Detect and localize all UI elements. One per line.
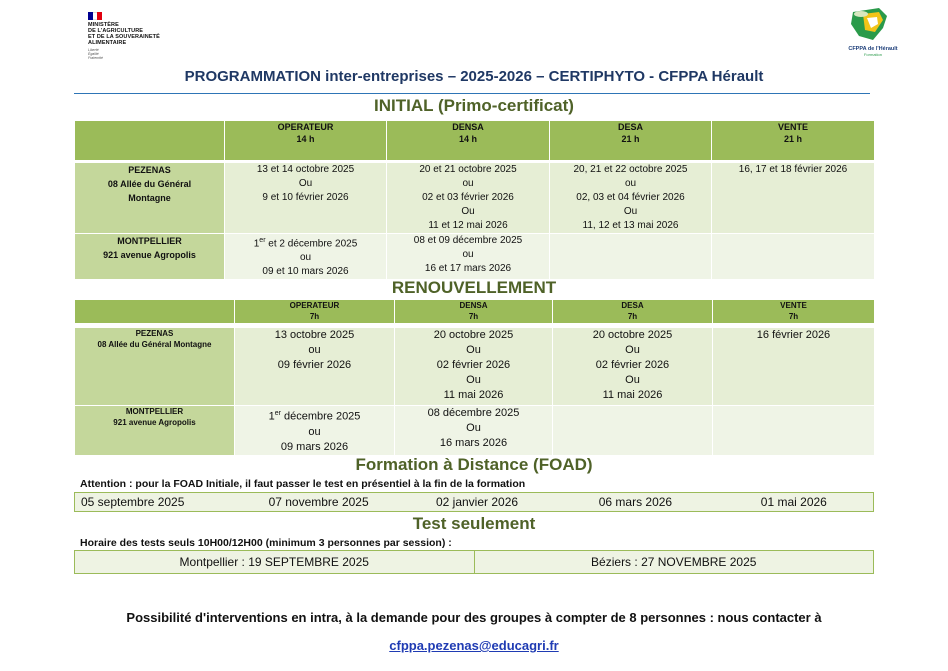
date-line: 08 et 09 décembre 2025 bbox=[413, 235, 523, 246]
column-header bbox=[550, 121, 712, 161]
date-line: 11 mai 2026 bbox=[443, 389, 504, 401]
date-line: 16 mars 2026 bbox=[439, 437, 508, 449]
column-duration: 21 h bbox=[621, 134, 640, 144]
foad-date: 01 mai 2026 bbox=[760, 495, 827, 509]
date-line: 20, 21 et 22 octobre 2025 bbox=[573, 164, 688, 175]
date-line: 09 mars 2026 bbox=[280, 440, 349, 453]
table-renouvellement bbox=[74, 299, 875, 456]
foad-date: 07 novembre 2025 bbox=[268, 495, 369, 509]
foad-date: 06 mars 2026 bbox=[598, 495, 673, 509]
cfppa-logo-icon bbox=[849, 6, 891, 44]
ministry-line: ET DE LA SOUVERAINETÉ bbox=[88, 34, 160, 40]
date-line: Ou bbox=[298, 178, 313, 189]
date-line: 16 et 17 mars 2026 bbox=[424, 263, 512, 274]
column-header bbox=[713, 300, 875, 324]
date-line: 16, 17 et 18 février 2026 bbox=[738, 164, 848, 175]
ministry-line: DE L'AGRICULTURE bbox=[88, 28, 144, 34]
section-heading-foad: Formation à Distance (FOAD) bbox=[355, 455, 593, 474]
foad-date: 05 septembre 2025 bbox=[81, 495, 185, 509]
date-line: 02 et 03 février 2026 bbox=[422, 192, 514, 203]
column-name: VENTE bbox=[777, 122, 808, 132]
location-name: MONTPELLIER bbox=[117, 236, 182, 246]
column-duration: 14 h bbox=[458, 134, 477, 144]
date-cell bbox=[235, 406, 395, 456]
date-cell bbox=[225, 234, 387, 280]
date-line: 1er décembre 2025 bbox=[268, 410, 361, 423]
column-duration: 7h bbox=[468, 312, 479, 321]
date-line: ou bbox=[462, 178, 474, 189]
table-row bbox=[75, 163, 875, 234]
header-cell-empty bbox=[75, 300, 235, 324]
location-name: MONTPELLIER bbox=[125, 407, 184, 416]
cfppa-logo bbox=[845, 6, 901, 62]
date-line: ou bbox=[299, 252, 312, 264]
column-header bbox=[387, 121, 550, 161]
foad-date: 02 janvier 2026 bbox=[435, 495, 519, 509]
location-address: 08 Allée du Général Montagne bbox=[97, 340, 212, 349]
date-line: Ou bbox=[466, 344, 481, 356]
foad-dates-row bbox=[74, 492, 874, 512]
test-note: Horaire des tests seuls 10H00/12H00 (minimum 3 personnes par session) : bbox=[80, 537, 452, 549]
column-name: DESA bbox=[617, 122, 643, 132]
cfppa-logo-sub: Formation bbox=[863, 52, 882, 57]
date-line: 9 et 10 février 2026 bbox=[262, 192, 349, 203]
section-heading-test: Test seulement bbox=[412, 514, 536, 533]
location-name: PEZENAS bbox=[128, 165, 171, 175]
column-duration: 14 h bbox=[296, 134, 315, 144]
test-sessions-row bbox=[74, 550, 874, 574]
date-cell bbox=[553, 328, 713, 406]
date-line: 13 octobre 2025 bbox=[274, 329, 355, 341]
date-cell bbox=[550, 163, 712, 234]
table-initial bbox=[74, 120, 875, 280]
column-duration: 21 h bbox=[783, 134, 802, 144]
test-session: Montpellier : 19 SEPTEMBRE 2025 bbox=[75, 551, 474, 573]
date-cell bbox=[395, 406, 553, 456]
flag-red bbox=[97, 12, 102, 20]
ministry-motto: Fraternité bbox=[88, 56, 103, 60]
date-cell bbox=[713, 328, 875, 406]
contact-email-link[interactable]: cfppa.pezenas@educagri.fr bbox=[389, 638, 559, 653]
page-title: PROGRAMMATION inter-entreprises – 2025-2026 – CERTIPHYTO - CFPPA Hérault bbox=[184, 68, 764, 85]
footer-text: Possibilité d'interventions en intra, à la demande pour des groupes à compter de 8 personnes : nous contacter à bbox=[126, 610, 822, 625]
date-line: 09 et 10 mars 2026 bbox=[262, 266, 349, 278]
date-cell-empty bbox=[713, 406, 875, 456]
section-heading-initial: INITIAL (Primo-certificat) bbox=[374, 96, 574, 115]
column-header bbox=[712, 121, 875, 161]
column-name: DENSA bbox=[452, 122, 484, 132]
date-line: ou bbox=[624, 178, 637, 189]
ministry-line: ALIMENTAIRE bbox=[88, 40, 127, 46]
date-cell-empty bbox=[550, 234, 712, 280]
date-line: 02, 03 et 04 février 2026 bbox=[576, 192, 685, 203]
date-line: 11, 12 et 13 mai 2026 bbox=[582, 220, 679, 231]
date-line: 11 et 12 mai 2026 bbox=[428, 220, 508, 231]
date-cell bbox=[235, 328, 395, 406]
date-line: ou bbox=[308, 344, 321, 356]
column-name: OPERATEUR bbox=[289, 301, 340, 310]
column-name: DESA bbox=[621, 301, 644, 310]
ministry-logo bbox=[88, 12, 178, 60]
date-cell bbox=[387, 234, 550, 280]
header-cell-empty bbox=[75, 121, 225, 161]
date-line: 13 et 14 octobre 2025 bbox=[256, 164, 355, 175]
location-address: Montagne bbox=[128, 193, 171, 203]
date-line: 02 février 2026 bbox=[436, 359, 511, 371]
location-cell bbox=[75, 234, 225, 280]
date-line: 16 février 2026 bbox=[756, 329, 831, 341]
title-divider bbox=[74, 93, 870, 94]
date-line: Ou bbox=[625, 374, 640, 386]
column-name: OPERATEUR bbox=[277, 122, 334, 132]
date-line: 09 février 2026 bbox=[277, 359, 352, 371]
column-name: VENTE bbox=[780, 301, 807, 310]
date-line: 20 et 21 octobre 2025 bbox=[419, 164, 517, 175]
column-duration: 7h bbox=[788, 312, 799, 321]
date-line: Ou bbox=[466, 374, 481, 386]
date-cell-empty bbox=[553, 406, 713, 456]
date-line: Ou bbox=[461, 206, 475, 217]
date-line: 20 octobre 2025 bbox=[433, 329, 514, 341]
ministry-line: MINISTÈRE bbox=[88, 22, 119, 28]
date-line: 20 octobre 2025 bbox=[592, 329, 673, 341]
date-line: ou bbox=[308, 425, 321, 438]
column-header bbox=[225, 121, 387, 161]
table-row bbox=[75, 406, 875, 456]
location-address: 08 Allée du Général bbox=[107, 179, 192, 189]
table-row bbox=[75, 328, 875, 406]
date-cell bbox=[225, 163, 387, 234]
date-line: 02 février 2026 bbox=[595, 359, 670, 371]
location-name: PEZENAS bbox=[135, 329, 174, 338]
cfppa-logo-name: CFPPA de l'Hérault bbox=[848, 46, 898, 52]
date-cell bbox=[387, 163, 550, 234]
date-cell bbox=[712, 163, 875, 234]
location-address: 921 avenue Agropolis bbox=[113, 418, 196, 427]
ministry-motto: Liberté bbox=[88, 48, 99, 52]
column-header bbox=[553, 300, 713, 324]
location-address: 921 avenue Agropolis bbox=[103, 250, 196, 260]
test-session: Béziers : 27 NOVEMBRE 2025 bbox=[474, 551, 874, 573]
date-line: Ou bbox=[466, 422, 481, 434]
column-duration: 7h bbox=[627, 312, 638, 321]
section-heading-renouvellement: RENOUVELLEMENT bbox=[391, 278, 557, 297]
date-line: 11 mai 2026 bbox=[602, 389, 663, 401]
ministry-motto: Égalité bbox=[88, 52, 99, 56]
date-cell-empty bbox=[712, 234, 875, 280]
location-cell bbox=[75, 163, 225, 234]
location-cell bbox=[75, 406, 235, 456]
date-line: ou bbox=[462, 249, 474, 260]
column-duration: 7h bbox=[309, 312, 320, 321]
date-line: 1er et 2 décembre 2025 bbox=[253, 237, 358, 250]
date-line: Ou bbox=[623, 206, 638, 217]
foad-note: Attention : pour la FOAD Initiale, il faut passer le test en présentiel à la fin de la formation bbox=[80, 478, 526, 490]
location-cell bbox=[75, 328, 235, 406]
date-line: 08 décembre 2025 bbox=[427, 407, 520, 419]
french-flag-icon bbox=[88, 12, 102, 20]
date-line: Ou bbox=[625, 344, 640, 356]
column-header bbox=[395, 300, 553, 324]
column-name: DENSA bbox=[459, 301, 488, 310]
date-cell bbox=[395, 328, 553, 406]
table-row bbox=[75, 234, 875, 280]
column-header bbox=[235, 300, 395, 324]
